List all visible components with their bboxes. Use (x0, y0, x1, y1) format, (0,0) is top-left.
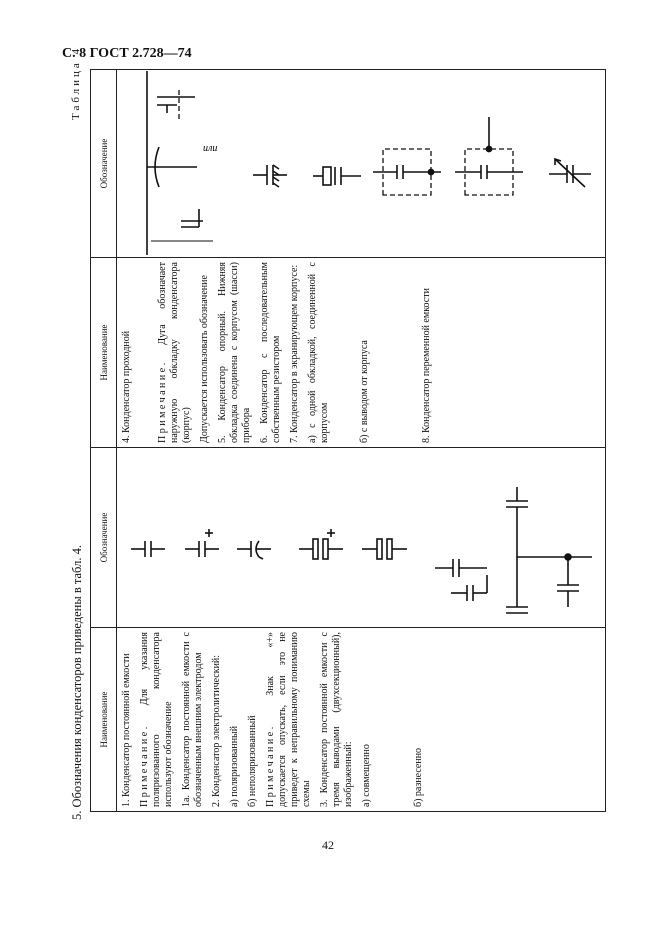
item-6: 6. Конденсатор с последовательным собственным резистором (259, 262, 282, 443)
item-2-note: Знак «+» допускается опускать, если это не приведет к неправильному пониманию схемы (265, 632, 312, 807)
polarized-capacitor-symbol (185, 529, 219, 557)
item-7: 7. Конденсатор в экранирующем корпусе: (289, 264, 300, 443)
shielded-capacitor-b-symbol (455, 117, 523, 195)
item-2b: б) неполяризованный (247, 715, 258, 807)
electrolytic-polarized-symbol (299, 529, 343, 559)
page-number: 42 (322, 838, 334, 852)
right-symbols-cell (117, 70, 606, 258)
item-1a: 1а. Конденсатор постоянной емкости с обозначенным внешним электродом (181, 632, 204, 807)
intro-text: 5. Обозначения конденсаторов приведены в табл. 4. (70, 545, 84, 820)
item-2-note-label: Примечание. (265, 724, 276, 807)
left-names-cell (117, 628, 606, 812)
two-section-combined-symbol (435, 559, 487, 601)
table-label: Таблица 4 (70, 45, 82, 120)
item-2: 2. Конденсатор электролитический: (211, 654, 222, 807)
item-4-note: Дуга обозначает наружную обкладку конденсатора (корпус) (157, 262, 192, 443)
item-1-note-label: Примечание. (139, 724, 150, 807)
two-section-separated-symbol (506, 487, 592, 613)
capacitor-resistor-symbol (313, 167, 361, 185)
item-1-note: Для указания поляризованного конденсатора используют обозначение (139, 631, 174, 807)
col-header-name-right: Наименование (91, 258, 117, 448)
item-3a: а) совмещенно (361, 744, 372, 807)
item-1: 1. Конденсатор постоянной емкости (121, 653, 132, 807)
electrolytic-nonpolarized-symbol (362, 539, 407, 559)
item-2a: а) поляризованный (229, 725, 240, 807)
left-symbols-cell (117, 448, 606, 628)
capacitor-table (90, 69, 606, 812)
capacitor-symbol (131, 541, 165, 557)
item-5: 5. Конденсатор опорный. Нижняя обкладка соединена с корпусом (шасси) прибора (217, 262, 252, 443)
support-capacitor-symbol (253, 165, 287, 187)
right-symbols-svg (117, 69, 607, 257)
item-8: 8. Конденсатор переменной емкости (421, 288, 432, 443)
item-7b: б) с выводом от корпуса (359, 340, 370, 443)
or-label: или (203, 143, 218, 154)
external-electrode-capacitor-symbol (237, 541, 271, 559)
col-header-symbol-right: Обозначение (91, 70, 117, 258)
right-names-cell (117, 258, 606, 448)
item-3b: б) разнесенно (413, 747, 424, 807)
page-header: С. 8 ГОСТ 2.728—74 (62, 46, 192, 61)
col-header-symbol-left: Обозначение (91, 448, 117, 628)
left-symbols-svg (117, 447, 607, 627)
item-4: 4. Конденсатор проходной (121, 330, 132, 443)
feedthrough-alt-symbol (151, 87, 213, 241)
item-3: 3. Конденсатор постоянной емкости с тремя выводами (двухсекционный), изображенный: (319, 632, 354, 807)
col-header-name-left: Наименование (91, 628, 117, 812)
shielded-capacitor-a-symbol (373, 149, 441, 195)
item-7a: а) с одной обкладкой, соединенной с корпусом (307, 262, 330, 443)
variable-capacitor-symbol (549, 159, 591, 187)
item-4-note2: Допускается использовать обозначение (199, 275, 210, 443)
item-4-note-label: Примечание. (157, 360, 168, 443)
